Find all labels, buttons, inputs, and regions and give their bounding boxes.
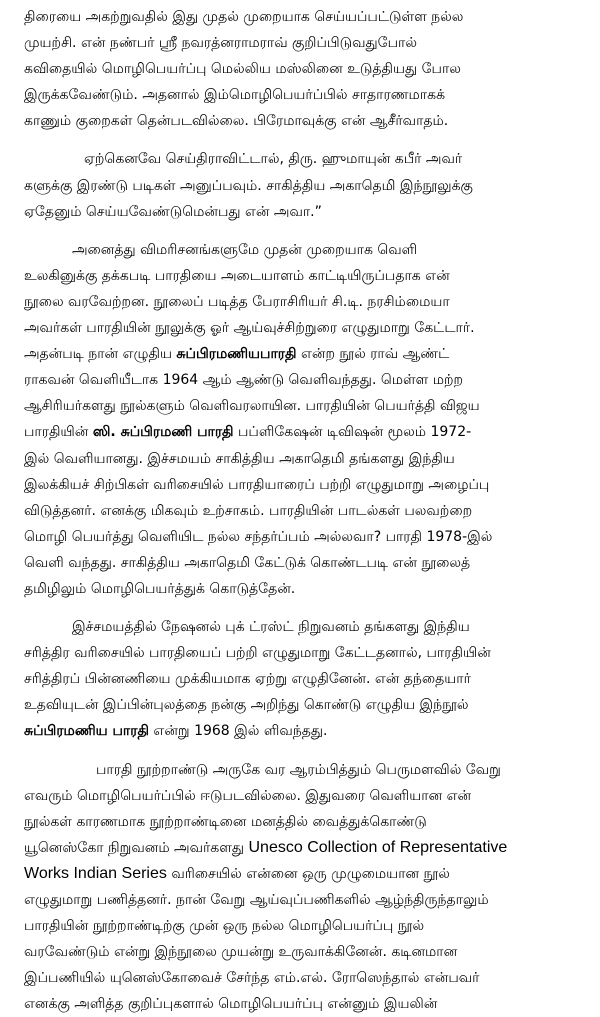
document-page — [24, 4, 584, 1017]
text-line: எவரும் மொழிபெயர்ப்பில் ஈடுபடவில்லை. இதுவரை வெளியான என் — [24, 787, 472, 804]
bold-title: ஸி. சுப்பிரமணி பாரதி — [92, 424, 234, 441]
text-line: மொழி பெயர்த்து வெளியிட நல்ல சந்தர்ப்பம் அல்லவா? பாரதி 1978-இல் — [24, 528, 493, 545]
paragraph-4 — [24, 614, 584, 744]
text-line: நூல்கள் காரணமாக நூற்றாண்டினை மனத்தில் வைத்துக்கொண்டு — [24, 813, 427, 830]
text-line: பாரதியின் ஸி. சுப்பிரமணி பாரதி பப்ளிகேஷன் டிவிஷன் மூலம் 1972- — [24, 424, 472, 441]
text-line: இல் வெளியானது. இச்சமயம் சாகித்திய அகாதெமி தங்களது இந்திய — [24, 450, 455, 467]
paragraph-5 — [24, 757, 584, 1017]
text-line: இப்பணியில் யுனெஸ்கோவைச் சேர்ந்த எம்.எல். ரோஸெந்தால் என்பவர் — [24, 970, 480, 987]
text-line: அதன்படி நான் எழுதிய சுப்பிரமணியபாரதி என்ற நூல் ராவ் ஆண்ட் — [24, 346, 450, 363]
text-line: ராகவன் வெளியீடாக 1964 ஆம் ஆண்டு வெளிவந்தது. மெள்ள மற்ற — [24, 372, 464, 389]
bold-title: சுப்பிரமணியபாரதி — [176, 346, 297, 363]
text-line: வெளி வந்தது. சாகித்திய அகாதெமி கேட்டுக் கொண்டபடி என் நூலைத் — [24, 554, 471, 571]
latin-series-name: Works Indian Series — [24, 864, 167, 882]
text-line: பாரதி நூற்றாண்டு அருகே வர ஆரம்பித்தும் பெருமளவில் வேறு — [96, 761, 501, 778]
text-line: பாரதியின் நூற்றாண்டிற்கு முன் ஒரு நல்ல மொழிபெயர்ப்பு நூல் — [24, 918, 425, 935]
paragraph-2 — [24, 146, 584, 224]
paragraph-1 — [24, 4, 584, 134]
text-line: அவர்கள் பாரதியின் நூலுக்கு ஓர் ஆய்வுச்சிற்றுரை எழுதுமாறு கேட்டார். — [24, 320, 475, 337]
latin-series-name: Unesco Collection of Representative — [248, 838, 508, 856]
text-line: எனக்கு அளித்த குறிப்புகளால் மொழிபெயர்ப்பு என்னும் இயலின் — [24, 996, 438, 1013]
text-line: யூனெஸ்கோ நிறுவனம் அவர்களது Unesco Collection of Representative — [24, 838, 508, 856]
text-line: வரவேண்டும் என்று இந்நூலை முயன்று உருவாக்கினேன். கடினமான — [24, 944, 458, 961]
text-line: இலக்கியச் சிற்பிகள் வரிசையில் பாரதியாரைப் பற்றி எழுதுமாறு அழைப்பு — [24, 476, 490, 493]
text-line: அனைத்து விமரிசனங்களுமே முதன் முறையாக வெளி — [72, 241, 418, 258]
text-line: களுக்கு இரண்டு படிகள் அனுப்பவும். சாகித்திய அகாதெமி இந்நூலுக்கு — [24, 177, 473, 194]
paragraph-3 — [24, 237, 584, 602]
text-line: சுப்பிரமணிய பாரதி என்று 1968 இல் ளிவந்தது. — [24, 723, 328, 740]
text-line: எழுதுமாறு பணித்தனர். நான் வேறு ஆய்வுப்பணிகளில் ஆழ்ந்திருந்தாலும் — [24, 892, 489, 908]
text-line: கவிதையில் மொழிபெயர்ப்பு மெல்லிய மஸ்லினை உடுத்தியது போல — [24, 61, 461, 78]
text-line: நூலை வரவேற்றன. நூலைப் படித்த பேராசிரியர் சி.டி. நரசிம்மையா — [24, 293, 450, 310]
text-line: உதவியுடன் இப்பின்புலத்தை நன்கு அறிந்து கொண்டு எழுதிய இந்நூல் — [24, 697, 469, 714]
text-line: விடுத்தனர். எனக்கு மிகவும் உற்சாகம். பாரதியின் பாடல்கள் பலவற்றை — [24, 502, 473, 519]
text-line: இச்சமயத்தில் நேஷனல் புக் ட்ரஸ்ட் நிறுவனம் தங்களது இந்திய — [72, 619, 470, 636]
text-line: சரித்திரப் பின்னணியை முக்கியமாக ஏற்று எழுதினேன். என் தந்தையார் — [24, 671, 471, 688]
text-line: காணும் குறைகள் தென்படவில்லை. பிரேமாவுக்கு என் ஆசீர்வாதம். — [24, 113, 449, 130]
text-line: உலகினுக்கு தக்கபடி பாரதியை அடையாளம் காட்டியிருப்பதாக என் — [24, 267, 450, 284]
text-line: Works Indian Series வரிசையில் என்னை ஒரு முழுமையான நூல் — [24, 864, 450, 882]
text-line: திரையை அகற்றுவதில் இது முதல் முறையாக செய்யப்பட்டுள்ள நல்ல — [24, 9, 464, 25]
text-line: முயற்சி. என் நண்பர் ஸ்ரீ நவரத்னராமராவ் குறிப்பிடுவதுபோல் — [24, 35, 417, 52]
text-line: ஆசிரியர்களது நூல்களும் வெளிவரலாயின. பாரதியின் பெயர்த்தி விஜய — [24, 398, 480, 415]
text-line: தமிழிலும் மொழிபெயர்த்துக் கொடுத்தேன். — [24, 580, 296, 597]
text-line: ஏதேனும் செய்யவேண்டுமென்பது என் அவா.” — [24, 203, 322, 220]
text-line: ஏற்கெனவே செய்திராவிட்டால், திரு. ஹுமாயுன் கபீர் அவர் — [84, 151, 463, 168]
bold-title: சுப்பிரமணிய பாரதி — [24, 723, 149, 740]
text-line: சரித்திர வரிசையில் பாரதியைப் பற்றி எழுதுமாறு கேட்டதனால், பாரதியின் — [24, 645, 491, 662]
text-line: இருக்கவேண்டும். அதனால் இம்மொழிபெயர்ப்பில் சாதாரணமாகக் — [24, 87, 446, 104]
